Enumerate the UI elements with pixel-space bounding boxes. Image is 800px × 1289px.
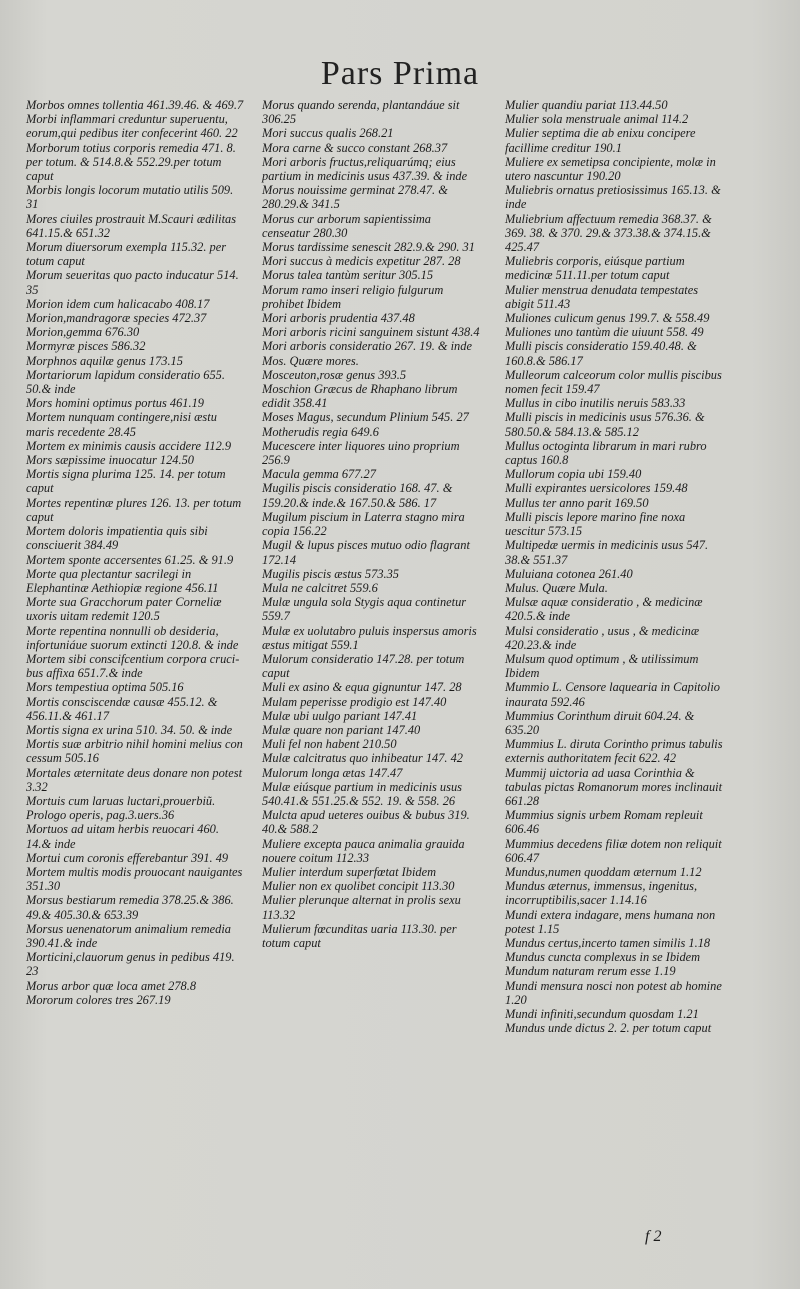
index-entry: Mortui cum coronis efferebantur 391. 49 xyxy=(26,850,229,865)
index-entry: Mori arboris fructus,reliquarúmq; eius partium in medicinis usus 437.39. & inde xyxy=(262,154,468,184)
index-entry: Mortis consciscendæ causæ 455.12. & 456.11.& 461.17 xyxy=(26,694,218,723)
index-entry: Mortes repentinæ plures 126. 13. per totum caput xyxy=(26,495,242,524)
index-entry: Mors sæpissime inuocatur 124.50 xyxy=(26,453,194,468)
index-entry: Mulli piscis in medicinis usus 576.36. & 580.50.& 584.13.& 585.12 xyxy=(505,410,705,439)
index-entry: Morion,mandragoræ species 472.37 xyxy=(26,311,207,326)
index-entry: Muliebrium affectuum remedia 368.37. & 369. 38. & 370. 29.& 373.38.& 374.15.& 425.47 xyxy=(505,211,712,255)
index-entry: Mulus. Quære Mula. xyxy=(505,580,608,595)
index-entry: Muliones culicum genus 199.7. & 558.49 xyxy=(505,311,710,326)
index-entry: Mulæ ex uolutabro puluis inspersus amoris æstus mitigat 559.1 xyxy=(262,623,477,652)
index-entry: Mulsi consideratio , usus , & medicinæ 420.23.& inde xyxy=(505,623,700,652)
index-column-3 xyxy=(505,98,723,1035)
index-entry: Mori succus qualis 268.21 xyxy=(262,126,394,141)
index-entry: Morus quando serenda, plantandáue sit 306.25 xyxy=(262,98,460,127)
index-entry: Muliebris corporis, eiúsque partium medicinæ 511.11.per totum caput xyxy=(505,254,685,283)
index-entry: Mummius L. diruta Corintho primus tabulis externis authoritatem fecit 622. 42 xyxy=(505,737,723,766)
index-entry: Mori arboris consideratio 267. 19. & inde xyxy=(262,339,472,354)
index-entry: Mulsæ aquæ consideratio , & medicinæ 420.5.& inde xyxy=(505,595,703,624)
index-entry: Mugil & lupus pisces mutuo odio flagrant 172.14 xyxy=(262,538,470,567)
index-entry: Morborum totius corporis remedia 471. 8. per totum. & 514.8.& 552.29.per totum caput xyxy=(26,140,236,184)
index-entry: Mors homini optimus portus 461.19 xyxy=(26,396,204,411)
index-entry: Mulier sola menstruale animal 114.2 xyxy=(505,112,689,127)
index-entry: Mulæ ubi uulgo pariant 147.41 xyxy=(262,708,418,723)
signature-mark: f 2 xyxy=(645,1228,662,1245)
index-entry: Mosceuton,rosæ genus 393.5 xyxy=(262,367,407,382)
index-entry: Mula ne calcitret 559.6 xyxy=(262,580,378,595)
index-entry: Mors tempestiua optima 505.16 xyxy=(26,680,184,695)
index-entry: Mullus octoginta librarum in mari rubro captus 160.8 xyxy=(505,438,707,468)
index-entry: Mundus unde dictus 2. 2. per totum caput xyxy=(505,1021,712,1036)
index-entry: Mummij uictoria ad uasa Corinthia & tabulas pictas Romanorum mores inclinauit 661.28 xyxy=(505,765,723,808)
index-entry: Mundus cuncta complexus in se Ibidem xyxy=(505,950,701,965)
index-entry: Mummius signis urbem Romam repleuit 606.46 xyxy=(505,808,703,837)
index-entry: Mortariorum lapidum consideratio 655. 50.& inde xyxy=(26,367,225,397)
index-entry: Mortem nunquam contingere,nisi æstu maris recedente 28.45 xyxy=(26,410,217,439)
index-entry: Mulæ eiúsque partium in medicinis usus 540.41.& 551.25.& 552. 19. & 558. 26 xyxy=(262,779,462,808)
index-entry: Mulli piscis consideratio 159.40.48. & 160.8.& 586.17 xyxy=(505,339,697,368)
index-entry: Muliebris ornatus pretiosissimus 165.13. & inde xyxy=(505,183,721,212)
index-entry: Mundus,numen quoddam æternum 1.12 xyxy=(505,864,702,879)
index-entry: Mulier plerunque alternat in prolis sexu 113.32 xyxy=(262,893,461,922)
index-entry: Mortuis cum laruas luctari,prouerbiũ. Prologo operis, pag.3.uers.36 xyxy=(26,793,216,823)
index-entry: Mori succus à medicis expetitur 287. 28 xyxy=(262,254,461,269)
index-entry: Mundi extera indagare, mens humana non potest 1.15 xyxy=(505,907,716,936)
index-entry: Mulæ quare non pariant 147.40 xyxy=(262,722,421,737)
index-entry: Morte sua Gracchorum pater Corneliæ uxoris uitam redemit 120.5 xyxy=(26,595,222,624)
index-entry: Mugilis piscis æstus 573.35 xyxy=(262,566,399,581)
index-entry: Mundi infiniti,secundum quosdam 1.21 xyxy=(505,1007,699,1021)
index-entry: Mulierum fœcunditas uaria 113.30. per totum caput xyxy=(262,921,457,950)
index-entry: Mulier quandiu pariat 113.44.50 xyxy=(505,98,668,112)
index-entry: Morticini,clauorum genus in pedibus 419. 23 xyxy=(26,950,235,979)
index-entry: Mori arboris ricini sanguinem sistunt 438.4 xyxy=(262,325,480,340)
index-entry: Muluiana cotonea 261.40 xyxy=(505,566,633,581)
index-entry: Motherudis regia 649.6 xyxy=(262,424,379,439)
index-column-1 xyxy=(26,98,244,1007)
index-entry: Moses Magus, secundum Plinium 545. 27 xyxy=(262,410,469,425)
index-entry: Muliones uno tantùm die uiuunt 558. 49 xyxy=(505,325,704,340)
index-entry: Mortuos ad uitam herbis reuocari 460. 14.& inde xyxy=(26,822,219,851)
index-entry: Morum diuersorum exempla 115.32. per totum caput xyxy=(26,240,227,269)
index-entry: Mugilis piscis consideratio 168. 47. & 159.20.& inde.& 167.50.& 586. 17 xyxy=(262,481,453,510)
index-entry: Morphnos aquilæ genus 173.15 xyxy=(26,353,183,368)
index-entry: Mortales æternitate deus donare non potest 3.32 xyxy=(26,765,243,794)
index-entry: Mulier non ex quolibet concipit 113.30 xyxy=(262,879,455,894)
index-entry: Mummius Corinthum diruit 604.24. & 635.20 xyxy=(505,708,695,737)
index-entry: Mullus in cibo inutilis neruis 583.33 xyxy=(505,396,686,411)
index-entry: Mortem sponte accersentes 61.25. & 91.9 xyxy=(26,552,234,567)
index-entry: Muli ex asino & equa gignuntur 147. 28 xyxy=(262,680,462,695)
index-column-2 xyxy=(262,98,482,950)
index-entry: Mormyræ pisces 586.32 xyxy=(26,339,146,354)
index-entry: Mulli expirantes uersicolores 159.48 xyxy=(505,481,688,496)
index-entry: Muliere excepta pauca animalia grauida nouere coitum 112.33 xyxy=(262,836,465,865)
index-entry: Mulorum consideratio 147.28. per totum caput xyxy=(262,651,465,681)
index-entry: Morus nouissime germinat 278.47. & 280.29.& 341.5 xyxy=(262,183,448,212)
index-entry: Mortis signa plurima 125. 14. per totum caput xyxy=(26,467,226,496)
index-entry: Morion idem cum halicacabo 408.17 xyxy=(26,296,210,311)
index-entry: Mortem doloris impatientia quis sibi consciuerit 384.49 xyxy=(26,524,208,553)
index-entry: Morsus uenenatorum animalium remedia 390.41.& inde xyxy=(26,921,232,950)
index-entry: Morte repentina nonnulli ob desideria, infortuniáue suorum extincti 120.8. & inde xyxy=(26,623,239,652)
index-entry: Mores ciuiles prostrauit M.Scauri ædilitas 641.15.& 651.32 xyxy=(26,211,237,240)
index-entry: Moschion Græcus de Rhaphano librum edidit 358.41 xyxy=(262,382,458,411)
index-entry: Mummio L. Censore laquearia in Capitolio inaurata 592.46 xyxy=(505,680,721,709)
index-entry: Mulsum quod optimum , & utilissimum Ibidem xyxy=(505,651,699,681)
index-entry: Morus arbor quæ loca amet 278.8 xyxy=(26,978,197,993)
index-entry: Multipedæ uermis in medicinis usus 547. 38.& 551.37 xyxy=(505,538,709,567)
index-entry: Mora carne & succo constant 268.37 xyxy=(262,140,448,155)
index-entry: Morion,gemma 676.30 xyxy=(26,325,140,340)
index-entry: Macula gemma 677.27 xyxy=(262,467,376,482)
index-entry: Mundum naturam rerum esse 1.19 xyxy=(505,964,676,979)
index-entry: Mulorum longa ætas 147.47 xyxy=(262,765,403,780)
index-entry: Morsus bestiarum remedia 378.25.& 386. 49.& 405.30.& 653.39 xyxy=(26,893,234,922)
index-entry: Mucescere inter liquores uino proprium 256.9 xyxy=(262,438,460,468)
index-entry: Morus cur arborum sapientissima censeatur 280.30 xyxy=(262,211,432,240)
index-entry: Mundus certus,incerto tamen similis 1.18 xyxy=(505,935,711,950)
index-entry: Mundi mensura nosci non potest ab homine 1.20 xyxy=(505,978,722,1007)
index-entry: Morbos omnes tollentia 461.39.46. & 469.7 xyxy=(26,98,244,112)
index-entry: Mortis signa ex urina 510. 34. 50. & inde xyxy=(26,722,233,737)
index-entry: Mortem ex minimis causis accidere 112.9 xyxy=(26,438,232,453)
index-entry: Mulier septima die ab enixu concipere facillime creditur 190.1 xyxy=(505,126,696,155)
index-entry: Mullorum copia ubi 159.40 xyxy=(505,467,642,482)
index-entry: Morbis longis locorum mutatio utilis 509. 31 xyxy=(26,183,234,212)
index-entry: Mortem multis modis prouocant nauigantes 351.30 xyxy=(26,864,243,894)
index-entry: Mos. Quære mores. xyxy=(262,353,359,368)
index-entry: Morus talea tantùm seritur 305.15 xyxy=(262,268,434,283)
index-entry: Mulæ ungula sola Stygis aqua continetur 559.7 xyxy=(262,595,467,624)
index-entry: Muliere ex semetipsa concipiente, molæ in utero nascuntur 190.20 xyxy=(505,154,716,184)
index-entry: Mulli piscis lepore marino fine noxa uescitur 573.15 xyxy=(505,509,686,539)
index-entry: Mulier menstrua denudata tempestates abigit 511.43 xyxy=(505,282,699,311)
index-entry: Morum ramo inseri religio fulgurum prohibet Ibidem xyxy=(262,282,444,311)
index-entry: Mortis suæ arbitrio nihil homini melius con cessum 505.16 xyxy=(26,737,243,766)
index-entry: Mulam peperisse prodigio est 147.40 xyxy=(262,694,447,709)
index-entry: Morbi inflammari creduntur superuentu, eorum,qui pedibus iter confecerint 460. 22 xyxy=(26,112,238,141)
index-entry: Morum seueritas quo pacto inducatur 514. 35 xyxy=(26,268,239,297)
page-title: Pars Prima xyxy=(320,55,480,92)
index-entry: Mororum colores tres 267.19 xyxy=(26,992,171,1007)
index-entry: Mulcta apud ueteres ouibus & bubus 319. 40.& 588.2 xyxy=(262,808,470,837)
index-entry: Mori arboris prudentia 437.48 xyxy=(262,311,415,326)
index-entry: Mullus ter anno parit 169.50 xyxy=(505,495,649,510)
index-entry: Morte qua plectantur sacrilegi in Elephantinæ Aethiopiæ regione 456.11 xyxy=(26,566,219,595)
index-entry: Mulæ calcitratus quo inhibeatur 147. 42 xyxy=(262,751,463,766)
index-entry: Morus tardissime senescit 282.9.& 290. 31 xyxy=(262,240,475,255)
index-entry: Muli fel non habent 210.50 xyxy=(262,737,397,752)
index-entry: Mundus æternus, immensus, ingenitus, incorruptibilis,sacer 1.14.16 xyxy=(505,879,698,908)
index-entry: Mulleorum calceorum color mullis piscibus nomen fecit 159.47 xyxy=(505,367,722,397)
index-entry: Mummius decedens filiæ dotem non reliquit 606.47 xyxy=(505,836,722,865)
index-entry: Mulier interdum superfœtat Ibidem xyxy=(262,864,437,879)
index-entry: Mugilum piscium in Laterra stagno mira copia 156.22 xyxy=(262,509,465,539)
index-entry: Mortem sibi conscifcentium corpora cruci- bus affixa 651.7.& inde xyxy=(26,651,240,681)
